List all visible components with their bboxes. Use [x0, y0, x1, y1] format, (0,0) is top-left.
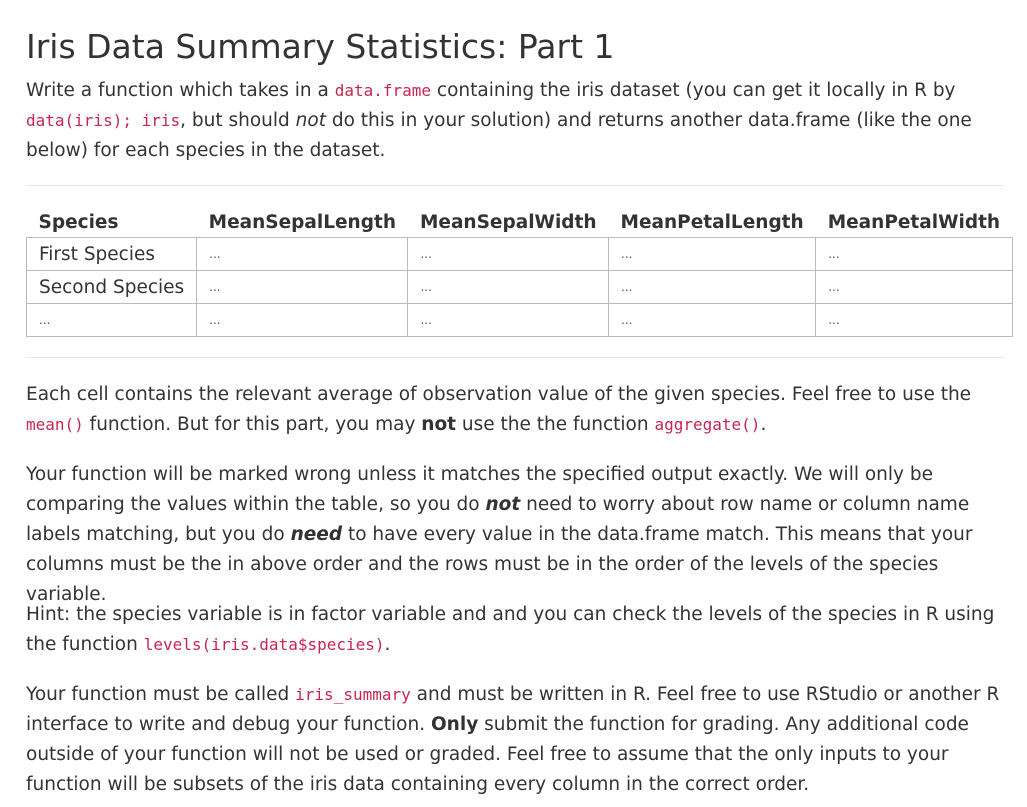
cell-value: ... — [609, 271, 816, 304]
cell-value: ... — [609, 304, 816, 337]
para1-text-2: function. But for this part, you may — [83, 414, 422, 435]
code-levels: levels(iris.data$species) — [143, 635, 385, 654]
page-title: Iris Data Summary Statistics: Part 1 — [26, 27, 615, 66]
code-data-frame: data.frame — [334, 81, 432, 100]
intro-emphasis-not: not — [295, 110, 326, 131]
summary-table — [26, 207, 1013, 337]
para2-bold-em-need: need — [290, 524, 343, 545]
intro-paragraph — [26, 76, 1011, 166]
cell-value: ... — [816, 304, 1012, 337]
intro-text-4: do this in your solution) and returns another data.frame (like the one below) for each species in the dataset. — [26, 110, 972, 161]
code-aggregate: aggregate() — [654, 415, 761, 434]
paragraph-cell-contents — [26, 380, 1011, 440]
cell-value: ... — [197, 271, 408, 304]
para3-text-2: . — [384, 634, 391, 655]
table-header-row — [27, 207, 1013, 238]
intro-text-2: containing the iris dataset (you can get it locally in R by — [431, 80, 956, 101]
para1-text-3: use the the function — [456, 414, 655, 435]
cell-value: ... — [816, 238, 1012, 271]
cell-species: First Species — [27, 238, 197, 271]
cell-value: ... — [408, 238, 609, 271]
intro-text-3: , but should — [180, 110, 296, 131]
code-mean: mean() — [26, 415, 84, 434]
para4-bold-only: Only — [430, 714, 479, 735]
cell-value: ... — [197, 304, 408, 337]
divider-bottom — [26, 357, 1004, 358]
table-row — [27, 271, 1013, 304]
cell-species: ... — [27, 304, 197, 337]
para3-text-1: Hint: the species variable is in factor variable and and you can check the levels of the species in R using the function — [26, 604, 995, 655]
code-iris-summary: iris_summary — [295, 685, 411, 704]
divider-top — [26, 185, 1004, 186]
para2-bold-em-not: not — [485, 494, 521, 515]
header-mean-petal-width: MeanPetalWidth — [827, 211, 1001, 233]
cell-value: ... — [408, 271, 609, 304]
para2-text-1: Your function will be marked wrong unless it matches the specified output exactly. We will only be comparing the values within the table, so you do — [26, 464, 933, 515]
para1-bold-not: not — [421, 414, 457, 435]
paragraph-grading — [26, 460, 1011, 610]
para1-text-4: . — [760, 414, 767, 435]
header-mean-sepal-width: MeanSepalWidth — [419, 211, 597, 233]
para2-text-3: to have every value in the data.frame match. This means that your columns must be the in above order and the rows must be in the order of the levels of the species variable. — [26, 524, 973, 605]
para4-text-2: and must be written in R. Feel free to use RStudio or another R interface to write and debug your function. — [26, 684, 1000, 735]
header-mean-petal-length: MeanPetalLength — [620, 211, 804, 233]
intro-text-1: Write a function which takes in a — [26, 80, 335, 101]
cell-value: ... — [197, 238, 408, 271]
cell-species: Second Species — [27, 271, 197, 304]
header-mean-sepal-length: MeanSepalLength — [208, 211, 396, 233]
cell-value: ... — [816, 271, 1012, 304]
table-row — [27, 304, 1013, 337]
para2-text-2: need to worry about row name or column name labels matching, but you do — [26, 494, 970, 545]
cell-value: ... — [609, 238, 816, 271]
code-data-iris: data(iris); iris — [26, 111, 181, 130]
table-row — [27, 238, 1013, 271]
para4-text-3: submit the function for grading. Any additional code outside of your function will not be used or graded. Feel free to assume that the only inputs to your function will be subsets of the iris data containing every column in the correct order. — [26, 714, 969, 795]
cell-value: ... — [408, 304, 609, 337]
para4-text-1: Your function must be called — [26, 684, 296, 705]
paragraph-hint — [26, 600, 1011, 660]
paragraph-function-name — [26, 680, 1011, 800]
para1-text-1: Each cell contains the relevant average of observation value of the given species. Feel free to use the — [26, 384, 972, 405]
header-species: Species — [38, 211, 119, 233]
